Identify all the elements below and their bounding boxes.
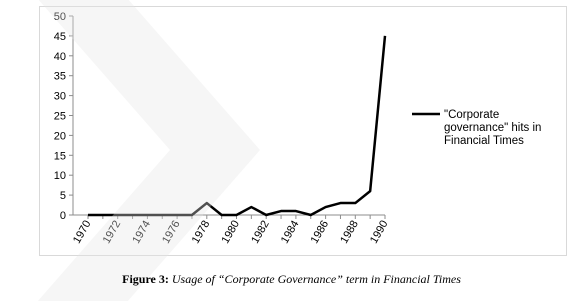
caption-label: Figure 3: <box>122 272 169 286</box>
x-tick-label: 1972 <box>100 218 124 246</box>
y-tick-label: 35 <box>53 70 66 83</box>
legend <box>412 109 541 147</box>
y-tick-label: 20 <box>53 130 66 143</box>
x-tick-label: 1980 <box>219 218 243 246</box>
y-tick-label: 5 <box>59 190 66 203</box>
x-tick-label: 1976 <box>160 218 183 246</box>
x-tick-label: 1986 <box>308 218 332 246</box>
series-group <box>88 36 385 215</box>
x-tick-label: 1974 <box>130 218 153 246</box>
x-tick-label: 1988 <box>338 218 361 246</box>
caption-text: Usage of “Corporate Governance” term in Financial Times <box>168 272 461 286</box>
x-tick-label: 1982 <box>249 218 272 246</box>
x-axis <box>71 215 391 246</box>
y-tick-label: 40 <box>53 50 66 63</box>
series-line <box>88 36 385 215</box>
y-tick-label: 15 <box>53 150 66 163</box>
y-tick-label: 45 <box>53 30 66 43</box>
x-tick-label: 1970 <box>70 218 94 246</box>
legend-entry-label: "Corporate <box>444 109 500 121</box>
y-tick-label: 30 <box>53 90 66 103</box>
y-tick-label: 10 <box>53 170 66 183</box>
y-tick-label: 25 <box>53 110 66 123</box>
legend-entry-label: governance" hits in <box>444 122 542 134</box>
y-axis <box>54 11 73 222</box>
y-tick-label: 0 <box>59 210 66 222</box>
legend-entry-label: Financial Times <box>444 135 524 147</box>
figure-caption <box>0 272 583 287</box>
x-tick-label: 1978 <box>189 218 213 246</box>
y-tick-label: 50 <box>53 11 66 23</box>
x-tick-label: 1984 <box>278 218 302 246</box>
x-tick-label: 1990 <box>367 218 391 246</box>
